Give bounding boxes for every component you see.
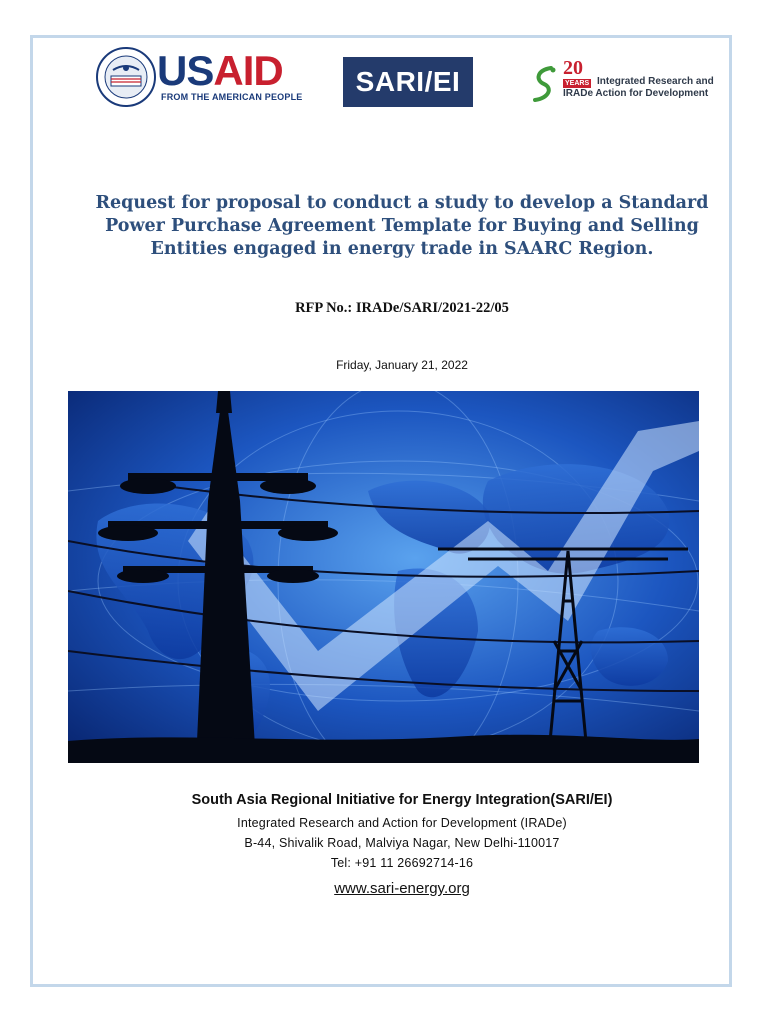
document-date: Friday, January 21, 2022	[336, 358, 468, 372]
usaid-us-text: US	[157, 47, 214, 94]
title-line-2: Power Purchase Agreement Template for Buying and Selling	[105, 216, 699, 236]
irade-20: 20	[563, 57, 583, 79]
title-line-3: Entities engaged in energy trade in SAARC Region.	[150, 239, 654, 259]
organization-name: South Asia Regional Initiative for Energy Integration(SARI/EI)	[191, 792, 613, 808]
rfp-number: RFP No.: IRADe/SARI/2021-22/05	[295, 300, 509, 316]
title-line-1: Request for proposal to conduct a study to develop a Standard	[95, 193, 709, 213]
irade-logo	[529, 58, 725, 108]
website-link[interactable]: www.sari-energy.org	[334, 880, 470, 897]
power-lines-image	[68, 391, 699, 763]
usaid-tagline: FROM THE AMERICAN PEOPLE	[161, 92, 303, 102]
document-title	[80, 192, 724, 261]
irade-years: YEARS	[565, 80, 590, 87]
irade-swirl-icon	[529, 64, 559, 104]
usaid-logo	[157, 49, 283, 93]
institute-name: Integrated Research and Action for Development (IRADe)	[237, 816, 567, 830]
usaid-seal-icon	[95, 46, 157, 108]
logo-bar	[95, 44, 725, 114]
phone: Tel: +91 11 26692714-16	[330, 856, 474, 870]
usaid-aid-text: AID	[213, 47, 283, 94]
footer	[80, 792, 724, 898]
irade-line-2: IRADe Action for Development	[563, 88, 709, 99]
sari-logo: SARI/EI	[343, 57, 473, 107]
address: B-44, Shivalik Road, Malviya Nagar, New Delhi-110017	[244, 836, 560, 850]
irade-line-1: Integrated Research and	[597, 76, 714, 87]
